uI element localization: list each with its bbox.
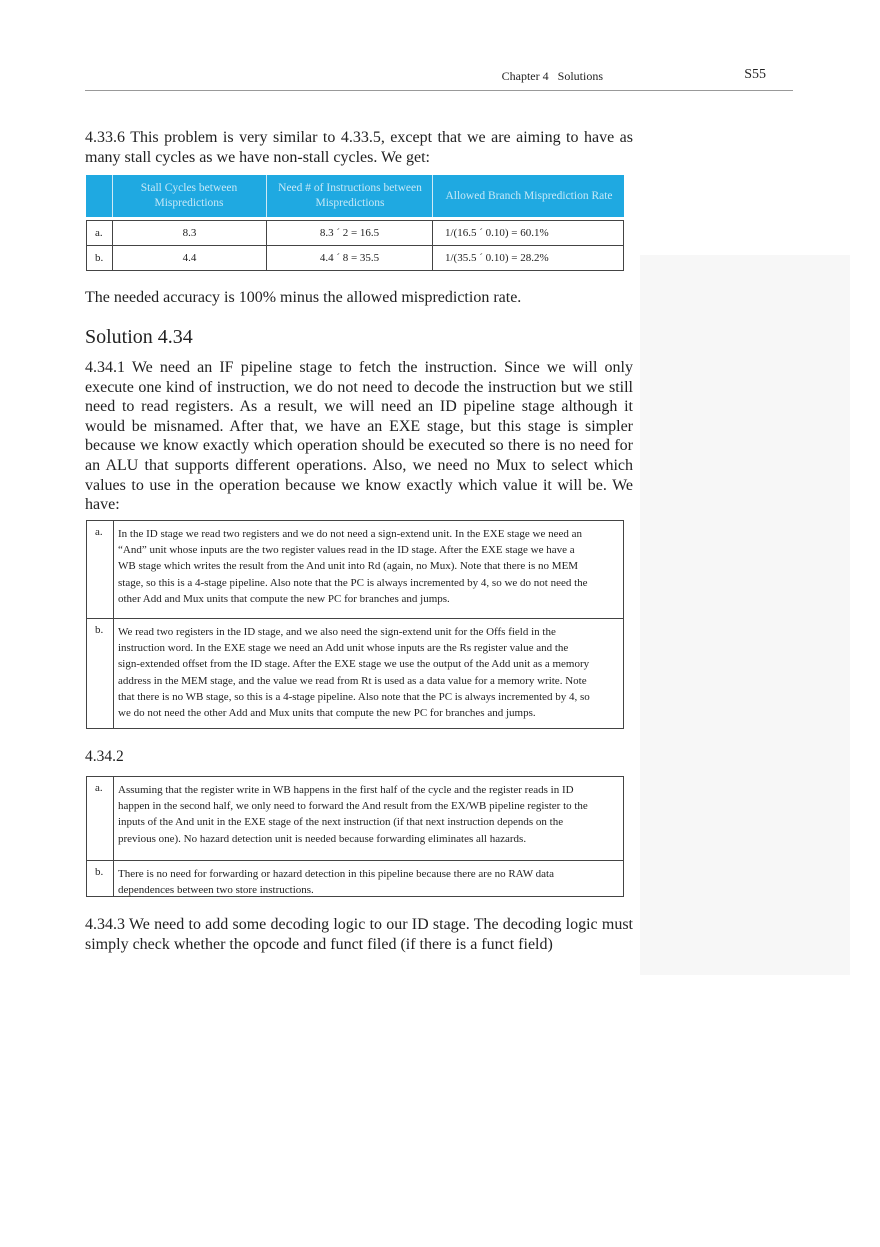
stall-cycles-cell: 4.4 [112, 246, 266, 270]
row-text: In the ID stage we read two registers and we do not need a sign-extend unit. In the EXE stage we need an “And” unit whose inputs are the two register values read in the ID stage. After the EXE stage we have a WB stage which writes the result from the And unit into Rd (again, no Mux). Note that there is no MEM stage, so this is a 4-stage pipeline. Also note that the PC is always incremented by 4, so we do not need the other Add and Mux units that compute the new PC for branches and jumps. [113, 521, 623, 618]
table1-body [86, 220, 624, 271]
paragraph-accuracy: The needed accuracy is 100% minus the allowed misprediction rate. [85, 289, 522, 306]
table1-header-need: Need # of Instructions between Mispredictions [266, 175, 433, 217]
row-label: b. [95, 866, 104, 878]
table2 [86, 520, 624, 729]
row-label: b. [86, 246, 112, 270]
table-row [86, 861, 624, 897]
row-label: a. [95, 782, 103, 794]
table-row [86, 619, 624, 729]
paragraph-4-33-6: 4.33.6 This problem is very similar to 4.33.5, except that we are aiming to have as many stall cycles as we have non-stall cycles. We get: [85, 129, 633, 166]
table-row [86, 221, 624, 246]
table3 [86, 776, 624, 897]
row-text: There is no need for forwarding or hazard detection in this pipeline because there are no RAW data dependences between two store instructions. [113, 861, 623, 896]
page-number: S55 [744, 67, 766, 82]
table1-header-rate: Allowed Branch Misprediction Rate [432, 175, 625, 217]
row-label: a. [86, 221, 112, 245]
stall-cycles-cell: 8.3 [112, 221, 266, 245]
row-text: Assuming that the register write in WB happens in the first half of the cycle and the register reads in ID happen in the second half, we only need to forward the And result from the EX/WB pipeline register to the inputs of the And unit in the EXE stage of the next instruction (if that next instruction depends on the previous one). No hazard detection unit is needed because forwarding eliminates all hazards. [113, 777, 623, 860]
table-row [86, 777, 624, 861]
misprediction-rate-cell: 1/(16.5 ´ 0.10) = 60.1% [432, 221, 624, 245]
need-instructions-cell: 8.3 ´ 2 = 16.5 [266, 221, 432, 245]
table-row [86, 246, 624, 271]
row-label: a. [95, 526, 103, 538]
chapter-label: Chapter 4 Solutions [501, 69, 603, 83]
subsection-4-34-2: 4.34.2 [85, 748, 124, 765]
misprediction-rate-cell: 1/(35.5 ´ 0.10) = 28.2% [432, 246, 624, 270]
row-label: b. [95, 624, 104, 636]
table-row [86, 521, 624, 619]
row-text: We read two registers in the ID stage, and we also need the sign-extend unit for the Offs field in the instruction word. In the EXE stage we need an Add unit whose inputs are the Rs register value and the sign-extended offset from the ID stage. After the EXE stage we use the output of the Add unit as a memory address in the MEM stage, and the value we read from Rt is used as a data value for a memory write. Note that there is no WB stage, so this is a 4-stage pipeline. Also note that the PC is always incremented by 4, so we do not need the other Add and Mux units that compute the new PC for branches and jumps. [113, 619, 623, 728]
scan-shading [640, 255, 850, 975]
paragraph-4-34-1: 4.34.1 We need an IF pipeline stage to fetch the instruction. Since we will only execute one kind of instruction, we do not need to decode the instruction but we still need to read registers. As a result, we will need an ID pipeline stage although it would be misnamed. After that, we have an EXE stage, but this stage is simpler because we know exactly which operation should be executed so there is no need for an ALU that supports different operations. Also, we need no Mux to select which values to use in the operation because we know exactly which value it will be. We have: [85, 359, 633, 514]
running-header [85, 66, 793, 91]
paragraph-4-34-3: 4.34.3 We need to add some decoding logic to our ID stage. The decoding logic must simply check whether the opcode and funct filed (if there is a funct field) [85, 916, 633, 953]
table1-header-stall: Stall Cycles between Mispredictions [112, 175, 265, 217]
table1-header [86, 175, 624, 217]
need-instructions-cell: 4.4 ´ 8 = 35.5 [266, 246, 432, 270]
solution-heading: Solution 4.34 [85, 326, 193, 348]
